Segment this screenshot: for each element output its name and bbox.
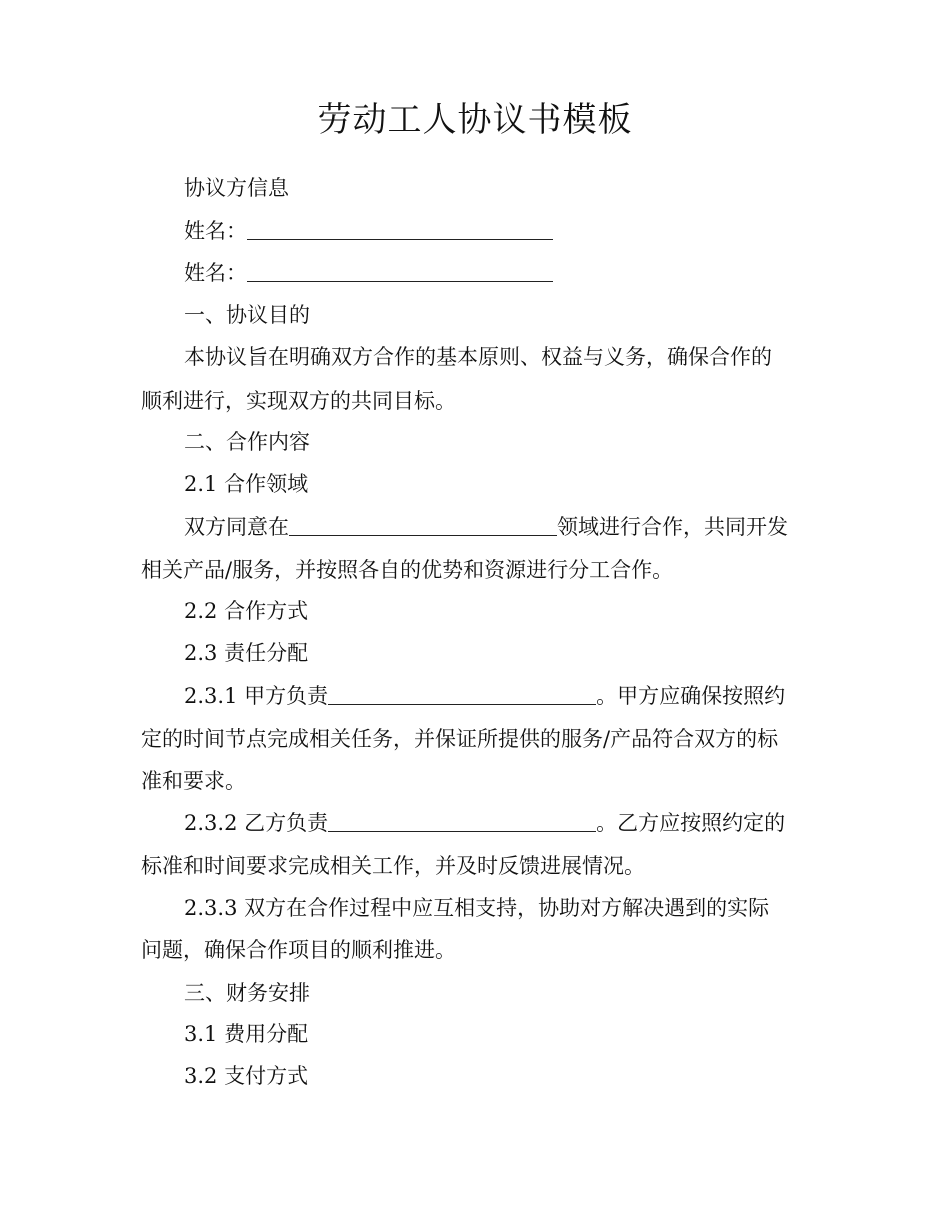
cooperation-field-prefix: 双方同意在 [184,515,289,539]
party-a-duty-suffix: 。甲方应确保按照约 [596,684,786,708]
subsection-2-3-heading: 2.3 责任分配 [184,641,309,665]
purpose-text-line-2: 顺利进行，实现双方的共同目标。 [141,389,456,413]
party-b-duty-line-1 [141,802,854,844]
party-b-duty-line-2: 标准和时间要求完成相关工作，并及时反馈进展情况。 [141,854,645,878]
subsection-3-1-heading: 3.1 费用分配 [184,1022,309,1046]
mutual-support-line-2: 问题，确保合作项目的顺利推进。 [141,938,456,962]
party-a-duty-line-2: 定的时间节点完成相关任务，并保证所提供的服务/产品符合双方的标 [141,727,779,751]
cooperation-field-line-1 [141,506,854,548]
party-a-duty-prefix: 2.3.1 甲方负责 [184,684,329,708]
mutual-support-line-1: 2.3.3 双方在合作过程中应互相支持，协助对方解决遇到的实际 [184,896,770,920]
cooperation-field-suffix: 领域进行合作，共同开发 [557,515,788,539]
cooperation-field-blank[interactable] [289,511,557,536]
party-a-duty-line-3: 准和要求。 [141,769,246,793]
subsection-3-2-heading: 3.2 支付方式 [184,1064,309,1088]
name-field-1 [141,210,854,252]
subsection-2-1-heading: 2.1 合作领域 [184,472,309,496]
party-b-duty-prefix: 2.3.2 乙方负责 [184,811,329,835]
section-3-heading: 三、财务安排 [184,981,310,1005]
party-info-heading: 协议方信息 [184,176,289,200]
name-label-2: 姓名： [184,261,247,285]
section-2-heading: 二、合作内容 [184,430,310,454]
party-b-duty-suffix: 。乙方应按照约定的 [596,811,786,835]
document-title: 劳动工人协议书模板 [317,100,633,140]
name-blank-2[interactable] [247,257,553,282]
party-a-duty-line-1 [141,675,854,717]
party-b-duty-blank[interactable] [328,807,596,832]
name-label-1: 姓名： [184,219,247,243]
purpose-text-line-1: 本协议旨在明确双方合作的基本原则、权益与义务，确保合作的 [184,345,772,369]
name-field-2 [141,252,854,294]
party-a-duty-blank[interactable] [328,680,596,705]
subsection-2-2-heading: 2.2 合作方式 [184,599,309,623]
cooperation-field-line-2: 相关产品/服务，并按照各自的优势和资源进行分工合作。 [141,558,674,582]
name-blank-1[interactable] [247,215,553,240]
section-1-heading: 一、协议目的 [184,303,310,327]
